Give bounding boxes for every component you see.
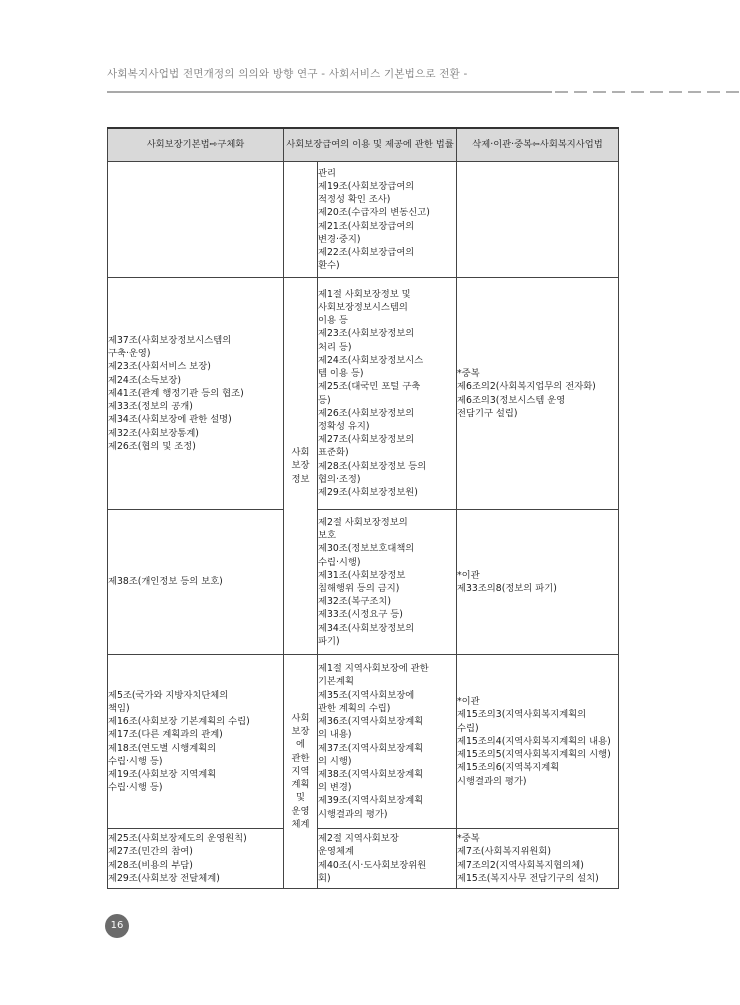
text-line: 계획 (291, 779, 310, 791)
benefits-act-cell (318, 278, 457, 510)
text-line: 제33조의8(정보의 파기) (457, 583, 557, 594)
text-line: 제26조(협의 및 조정) (108, 440, 196, 452)
text-line: 제29조(사회보장 전달체계) (108, 872, 220, 884)
text-line: 지역 (291, 765, 310, 777)
text-line: 환수) (318, 260, 340, 272)
text-line: 제38조(개인정보 등의 보호) (108, 576, 223, 588)
text-line: 제26조(사회보장정보의 (318, 407, 415, 419)
text-line: 등) (318, 394, 331, 406)
text-line: 제25조(대국민 포털 구축 (318, 381, 421, 393)
text-line: *이관 (457, 569, 480, 581)
text-line: 제15조의5(지역사회복지계획의 시행) (457, 749, 611, 761)
basic-act-cell (108, 278, 284, 510)
text-line: 수립) (457, 722, 479, 734)
text-line: 제28조(비용의 부담) (108, 859, 193, 871)
group-label-regional-plan (284, 655, 318, 889)
text-line: 제24조(소득보장) (108, 374, 181, 386)
text-line: 제17조(다른 계획과의 관계) (108, 729, 223, 741)
group-label-social-security-info (284, 278, 318, 655)
text-line: 제30조(정보보호대책의 (318, 543, 415, 555)
text-line: 회) (318, 872, 331, 884)
header-dashed-rule (555, 91, 740, 93)
table-row (108, 829, 619, 889)
text-line: 제34조(사회보장정보의 (318, 622, 415, 634)
welfare-act-cell (457, 278, 619, 510)
text-line: 보호 (318, 530, 336, 542)
basic-act-cell (108, 655, 284, 829)
text-line: 책임) (108, 702, 130, 714)
text-line: 보장 (291, 726, 310, 738)
text-line: 관리 (318, 167, 336, 179)
welfare-act-cell (457, 655, 619, 829)
text-line: 제37조(사회보장정보시스템의 (108, 335, 232, 347)
text-line: 제7조의2(지역사회복지협의체) (457, 859, 584, 871)
text-line: 제33조(시정요구 등) (318, 609, 403, 621)
text-line: 수립·시행) (318, 556, 361, 568)
text-line: 제15조의6(지역복지계획 (457, 762, 560, 774)
table-row (108, 278, 619, 510)
text-line: 제1절 지역사회보장에 관한 (318, 663, 429, 675)
text-line: 처리 등) (318, 341, 352, 353)
text-line: 사회 (291, 447, 310, 459)
text-line: 제15조의4(지역사회복지계획의 내용) (457, 735, 611, 747)
text-line: 운영체계 (318, 846, 354, 858)
welfare-act-cell (457, 162, 619, 278)
text-line: 제23조(사회보장정보의 (318, 328, 415, 340)
text-line: 파기) (318, 635, 340, 647)
text-line: 수립·시행 등) (108, 782, 163, 794)
header-benefits-act: 사회보장급여의 이용 및 제공에 관한 법률 (284, 128, 457, 162)
text-line: 제34조(사회보장에 관한 설명) (108, 414, 232, 426)
text-line: 제29조(사회보장정보원) (318, 486, 418, 498)
header-welfare-services-act: 삭제·이관·중복⇦사회복지사업법 (457, 128, 619, 162)
header-rule (107, 91, 552, 93)
text-line: 사회 (291, 713, 310, 725)
welfare-act-cell (457, 829, 619, 889)
text-line: 의 내용) (318, 729, 352, 741)
text-line: 제32조(복구조치) (318, 596, 391, 608)
text-line: 제37조(지역사회보장계획 (318, 742, 424, 754)
text-line: 제23조(사회서비스 보장) (108, 361, 211, 373)
text-line: 제5조(국가와 지방자치단체의 (108, 689, 229, 701)
basic-act-cell (108, 510, 284, 655)
text-line: 제2절 지역사회보장 (318, 833, 399, 845)
basic-act-cell (108, 162, 284, 278)
text-line: 제32조(사회보장통계) (108, 427, 199, 439)
text-line: 제2절 사회보장정보의 (318, 516, 408, 528)
running-header-title: 사회복지사업법 전면개정의 의의와 방향 연구 - 사회서비스 기본법으로 전환 - (107, 68, 468, 80)
text-line: 정보 (291, 473, 310, 485)
group-label-cell (284, 162, 318, 278)
text-line: 변경·중지) (318, 233, 361, 245)
text-line: 제22조(사회보장급여의 (318, 246, 415, 258)
text-line: 체계 (291, 818, 310, 830)
text-line: 템 이용 등) (318, 368, 364, 380)
text-line: 에 (296, 739, 305, 751)
table-header-row (108, 128, 619, 162)
text-line: 제25조(사회보장제도의 운영원칙) (108, 833, 247, 845)
text-line: 제20조(수급자의 변동신고) (318, 207, 430, 219)
basic-act-cell (108, 829, 284, 889)
benefits-act-cell (318, 162, 457, 278)
text-line: 및 (296, 792, 305, 804)
text-line: 제39조(지역사회보장계획 (318, 795, 424, 807)
text-line: 시행결과의 평가) (457, 775, 527, 787)
text-line: 제19조(사회보장 지역계획 (108, 768, 217, 780)
text-line: 제7조(사회복지위원회) (457, 846, 552, 858)
text-line: 제24조(사회보장정보시스 (318, 354, 424, 366)
text-line: 제40조(시·도사회보장위원 (318, 859, 427, 871)
text-line: 의 시행) (318, 755, 352, 767)
text-line: 협의·조정) (318, 473, 361, 485)
text-line: 제6조의2(사회복지업무의 전자화) (457, 381, 596, 393)
text-line: 제35조(지역사회보장에 (318, 689, 415, 701)
table-row (108, 162, 619, 278)
text-line: 제16조(사회보장 기본계획의 수립) (108, 716, 250, 728)
text-line: 제1절 사회보장정보 및 (318, 288, 411, 300)
text-line: 사회보장정보시스템의 (318, 302, 408, 314)
text-line: 전담기구 설립) (457, 407, 518, 419)
text-line: 운영 (291, 805, 310, 817)
text-line: 제41조(관계 행정기관 등의 협조) (108, 387, 244, 399)
text-line: 제33조(정보의 공개) (108, 401, 193, 413)
page-number: 16 (105, 914, 129, 938)
text-line: 제38조(지역사회보장계획 (318, 768, 424, 780)
welfare-act-cell (457, 510, 619, 655)
text-line: 제28조(사회보장정보 등의 (318, 460, 427, 472)
text-line: 표준화) (318, 447, 349, 459)
text-line: 제18조(연도별 시행계획의 (108, 742, 217, 754)
text-line: 제36조(지역사회보장계획 (318, 716, 424, 728)
text-line: 제15조의3(지역사회복지계획의 (457, 709, 587, 721)
text-line: 정확성 유지) (318, 420, 370, 432)
text-line: 이용 등 (318, 315, 348, 327)
text-line: 수립·시행 등) (108, 755, 163, 767)
benefits-act-cell (318, 829, 457, 889)
benefits-act-cell (318, 510, 457, 655)
text-line: 기본계획 (318, 676, 354, 688)
text-line: 제15조(복지사무 전담기구의 설치) (457, 872, 599, 884)
header-basic-act: 사회보장기본법⇨구체화 (108, 128, 284, 162)
table-row (108, 510, 619, 655)
text-line: 제27조(민간의 참여) (108, 846, 193, 858)
text-line: 구축·운영) (108, 348, 151, 360)
text-line: 시행결과의 평가) (318, 808, 388, 820)
text-line: 제27조(사회보장정보의 (318, 434, 415, 446)
text-line: *중복 (457, 833, 480, 845)
table-row (108, 655, 619, 829)
text-line: 침해행위 등의 금지) (318, 583, 400, 594)
text-line: 관한 계획의 수립) (318, 702, 391, 714)
text-line: 제19조(사회보장급여의 (318, 180, 415, 192)
text-line: 관한 (291, 752, 310, 764)
text-line: *중복 (457, 368, 480, 380)
text-line: 제21조(사회보장급여의 (318, 220, 415, 232)
text-line: 의 변경) (318, 782, 352, 794)
text-line: 제31조(사회보장정보 (318, 569, 406, 581)
text-line: 적정성 확인 조사) (318, 194, 391, 206)
benefits-act-cell (318, 655, 457, 829)
law-comparison-table (107, 127, 619, 889)
text-line: 제6조의3(정보시스템 운영 (457, 394, 566, 406)
text-line: *이관 (457, 696, 480, 708)
text-line: 보장 (291, 460, 310, 472)
